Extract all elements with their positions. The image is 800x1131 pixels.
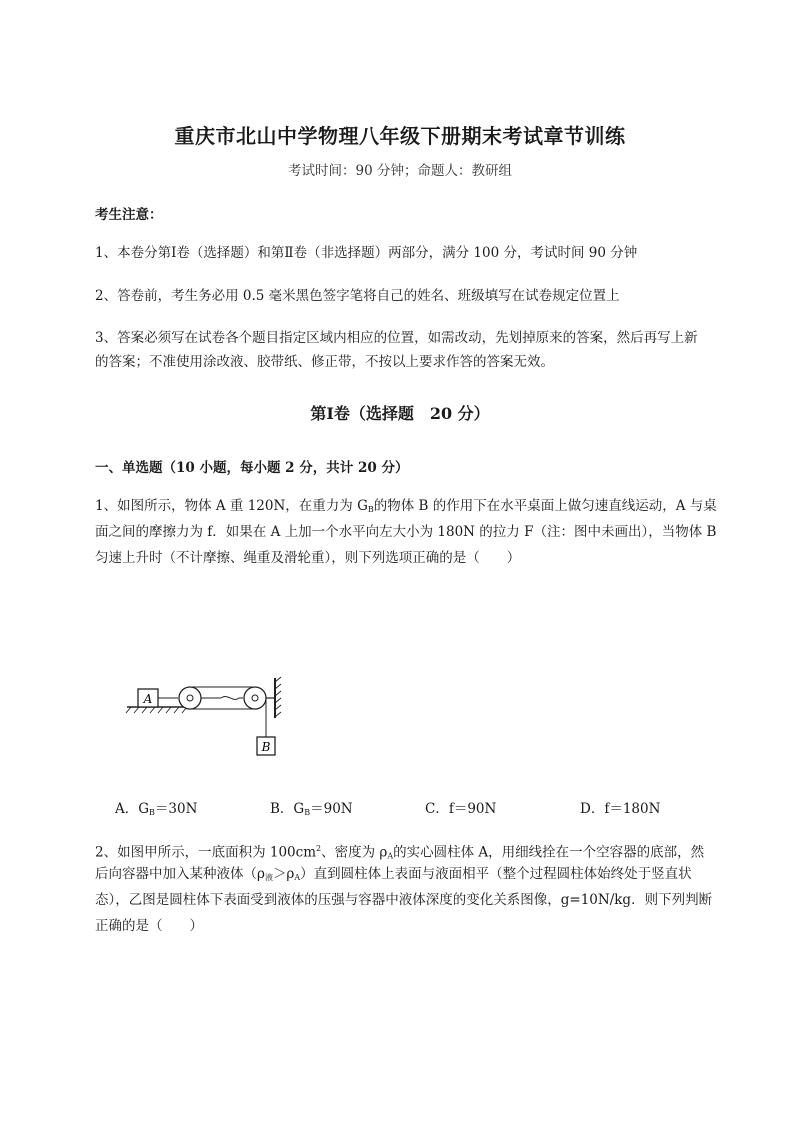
- q2-text-b: 、密度为 ρ: [321, 844, 388, 861]
- q1-subscript: B: [367, 505, 374, 514]
- q1-text-a: 1、如图所示，物体 A 重 120N，在重力为 G: [95, 498, 368, 514]
- notice-item-2: 2、答卷前，考生务必用 0.5 毫米黑色签字笔将自己的姓名、班级填写在试卷规定位置上: [95, 288, 620, 304]
- q1-option-d[interactable]: [580, 797, 660, 817]
- q1-line-3: 匀速上升时（不计摩擦、绳重及滑轮重），则下列选项正确的是（ ）: [95, 550, 521, 566]
- q2-text-c: 的实心圆柱体 A，用细线拴在一个空容器的底部，然: [393, 844, 705, 861]
- pulley-diagram: [125, 676, 295, 766]
- q2-line2-text-a: 后向容器中加入某种液体（ρ: [95, 866, 265, 882]
- q1-line-1: [95, 494, 717, 522]
- q1-line-2: 面之间的摩擦力为 f．如果在 A 上加一个水平向左大小为 180N 的拉力 F（注：图中未画出），当物体 B: [95, 524, 717, 540]
- movable-pulley-axle: [187, 695, 193, 701]
- q1-option-d-text: D．f＝180N: [580, 801, 661, 817]
- q2-line-4: 正确的是（ ）: [95, 918, 203, 934]
- q1-option-b-sub: B: [304, 808, 311, 817]
- q2-subscript-liquid: 液: [264, 873, 273, 882]
- q2-subscript-a2: A: [294, 873, 301, 882]
- section-title: 第Ⅰ卷（选择题 20 分）: [310, 404, 490, 423]
- q1-option-c[interactable]: [425, 797, 496, 817]
- q2-line2-text-b: ＞ρ: [272, 866, 295, 882]
- q1-option-b[interactable]: [270, 797, 353, 817]
- q2-line2-text-c: ）直到圆柱体上表面与液面相平（整个过程圆柱体始终处于竖直状: [300, 866, 692, 882]
- q1-option-a-text: A．G: [115, 801, 150, 817]
- q2-line-3: 态），乙图是圆柱体下表面受到液体的压强与容器中液体深度的变化关系图像，g=10N/kg．则下列判断: [95, 892, 713, 908]
- q1-text-b: 的物体 B 的作用下在水平桌面上做匀速直线运动，A 与桌: [373, 498, 717, 514]
- notice-item-3: 3、答案必须写在试卷各个题目指定区域内相应的位置，如需改动，先划掉原来的答案，然后再写上新: [95, 330, 698, 346]
- notice-heading: 考生注意：: [95, 207, 163, 223]
- q1-option-c-text: C．f＝90N: [425, 801, 497, 817]
- notice-item-1: 1、本卷分第Ⅰ卷（选择题）和第Ⅱ卷（非选择题）两部分，满分 100 分，考试时间 90 分钟: [95, 245, 638, 261]
- q1-option-b-value: ＝90N: [310, 801, 353, 817]
- q1-option-a-sub: B: [149, 808, 155, 817]
- block-a-label: A: [143, 692, 153, 706]
- q1-option-b-text: B．G: [270, 801, 305, 817]
- q2-line-2: [95, 862, 692, 890]
- q2-subscript-a: A: [387, 851, 394, 861]
- q2-text-a: 2、如图甲所示，一底面积为 100cm: [95, 844, 317, 861]
- notice-item-3-cont: 的答案；不准使用涂改液、胶带纸、修正带，不按以上要求作答的答案无效。: [95, 354, 554, 370]
- fixed-pulley-axle: [252, 695, 258, 701]
- table-hatching: [126, 707, 187, 713]
- block-b-label: B: [261, 740, 271, 754]
- question-group-title: 一、单选题（10 小题，每小题 2 分，共计 20 分）: [95, 460, 409, 476]
- rope-middle: [201, 697, 243, 700]
- q2-superscript: 2: [316, 844, 322, 853]
- q1-option-a[interactable]: [115, 797, 197, 817]
- q1-option-a-value: ＝30N: [154, 801, 198, 817]
- page-title: 重庆市北山中学物理八年级下册期末考试章节训练: [174, 124, 626, 148]
- exam-subtitle: 考试时间：90 分钟；命题人：教研组: [288, 163, 512, 179]
